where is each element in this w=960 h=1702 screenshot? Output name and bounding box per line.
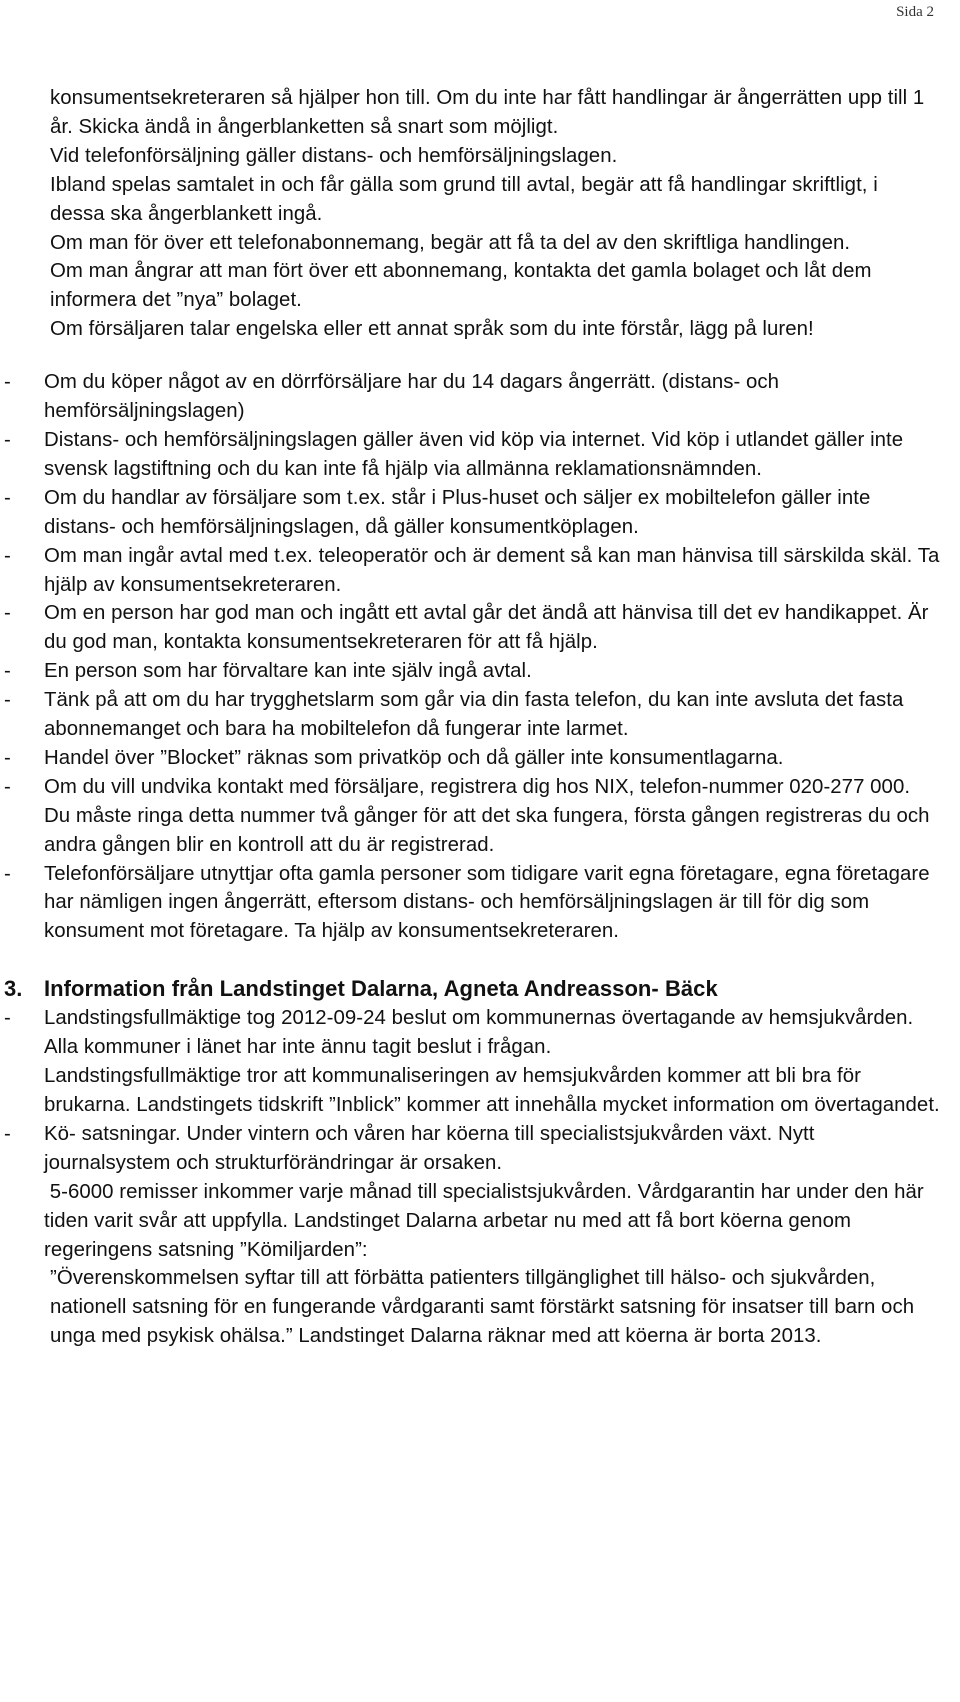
bullet-dash: - [4, 1007, 11, 1030]
bullet-dash: - [4, 746, 11, 769]
bullet-dash: - [4, 428, 11, 451]
list-item-text: Tänk på att om du har trygghetslarm som går via din fasta telefon, du kan inte avsluta det fasta abonnemanget och bara ha mobiltelefon då fungerar inte larmet. [44, 689, 904, 741]
list-item [0, 744, 940, 773]
section-heading [0, 974, 924, 1004]
list-item [0, 484, 940, 542]
list-item [0, 368, 940, 426]
section-number: 3. [4, 976, 23, 1002]
list-item [0, 657, 940, 686]
intro-line: Ibland spelas samtalet in och får gälla som grund till avtal, begär att få handlingar skriftligt, i dessa ska ångerblankett ingå. [50, 173, 878, 225]
list-item-continuation: 5-6000 remisser inkommer varje månad till specialistsjukvården. Vårdgarantin har under den här tiden varit svår att uppfylla. Landstinget Dalarna arbetar nu med att få bort köerna genom regeringens satsning ”Kömiljarden”: [44, 1180, 930, 1261]
list-item-text: Kö- satsningar. Under vintern och våren har köerna till specialistsjukvården växt. Nytt journalsystem och strukturförändringar är orsaken. [44, 1122, 815, 1174]
bullet-dash: - [4, 486, 11, 509]
bullet-list [0, 368, 960, 946]
list-item [0, 686, 940, 744]
quote-block: ”Överenskommelsen syftar till att förbätta patienters tillgänglighet till hälso- och sjukvården, nationell satsning för en fungerande vårdgaranti samt förstärkt satsning för insatser till barn och unga med psykisk ohälsa.” Landstinget Dalarna räknar med att köerna är borta 2013. [50, 1267, 915, 1348]
list-item-text: Om du vill undvika kontakt med försäljare, registrera dig hos NIX, telefon-nummer 020-277 000. Du måste ringa detta nummer två gånger för att det ska fungera, första gången registreras du och andra gången blir en kontroll att du är registrerad. [44, 775, 930, 856]
document-body [0, 84, 960, 1351]
bullet-dash: - [4, 602, 11, 625]
list-item-text: Landstingsfullmäktige tog 2012-09-24 beslut om kommunernas övertagande av hemsjukvården. Alla kommuner i länet har inte ännu tagit beslut i frågan. [44, 1007, 914, 1059]
page-number: Sida 2 [896, 4, 934, 20]
list-item-text: Om en person har god man och ingått ett avtal går det ändå att hänvisa till det ev handikappet. Är du god man, kontakta konsumentsekreteraren för att få hjälp. [44, 602, 929, 654]
section-title: Information från Landstinget Dalarna, Agneta Andreasson- Bäck [44, 976, 718, 1002]
list-item-text: Om du handlar av försäljare som t.ex. står i Plus-huset och säljer ex mobiltelefon gäller inte distans- och hemförsäljningslagen, då gäller konsumentköplagen. [44, 486, 871, 538]
intro-line: Vid telefonförsäljning gäller distans- och hemförsäljningslagen. [50, 144, 618, 167]
intro-line: Om man för över ett telefonabonnemang, begär att få ta del av den skriftliga handlingen. [50, 231, 851, 254]
bullet-dash: - [4, 660, 11, 683]
list-item [0, 860, 940, 947]
bullet-dash: - [4, 544, 11, 567]
list-item-text: Om du köper något av en dörrförsäljare har du 14 dagars ångerrätt. (distans- och hemförsäljningslagen) [44, 371, 780, 423]
list-item-text: Telefonförsäljare utnyttjar ofta gamla personer som tidigare varit egna företagare, egna företagare har nämligen ingen ångerrätt, eftersom distans- och hemförsäljningslagen är till för dig som konsument mot företagare. Ta hjälp av konsumentsekreteraren. [44, 862, 930, 943]
intro-line: Om försäljaren talar engelska eller ett annat språk som du inte förstår, lägg på luren! [50, 318, 814, 341]
list-item-text: Distans- och hemförsäljningslagen gäller även vid köp via internet. Vid köp i utlandet gäller inte svensk lagstiftning och du kan inte få hjälp via allmänna reklamationsnämnden. [44, 428, 904, 480]
list-item [0, 599, 940, 657]
list-item [0, 1004, 940, 1062]
list-item [0, 426, 940, 484]
intro-line: Om man ångrar att man fört över ett abonnemang, kontakta det gamla bolaget och låt dem informera det ”nya” bolaget. [50, 260, 872, 312]
bullet-dash: - [4, 689, 11, 712]
bullet-dash: - [4, 1122, 11, 1145]
list-item-text: Om man ingår avtal med t.ex. teleoperatör och är dement så kan man hänvisa till särskilda skäl. Ta hjälp av konsumentsekreteraren. [44, 544, 940, 596]
list-item-text: Handel över ”Blocket” räknas som privatköp och då gäller inte konsumentlagarna. [44, 746, 784, 769]
intro-line: konsumentsekreteraren så hjälper hon till. Om du inte har fått handlingar är ångerrätten upp till 1 år. Skicka ändå in ångerblanketten så snart som möjligt. [50, 87, 925, 138]
list-item [0, 542, 940, 600]
intro-paragraph [50, 84, 930, 344]
bullet-dash: - [4, 371, 11, 394]
list-item [0, 773, 940, 860]
list-item-text: En person som har förvaltare kan inte själv ingå avtal. [44, 660, 532, 683]
list-item-continuation: Landstingsfullmäktige tror att kommunaliseringen av hemsjukvården kommer att bli bra för brukarna. Landstingets tidskrift ”Inblick” kommer att innehålla mycket information om övertagandet. [44, 1065, 940, 1116]
list-item [0, 1120, 940, 1178]
bullet-dash: - [4, 775, 11, 798]
bullet-dash: - [4, 862, 11, 885]
